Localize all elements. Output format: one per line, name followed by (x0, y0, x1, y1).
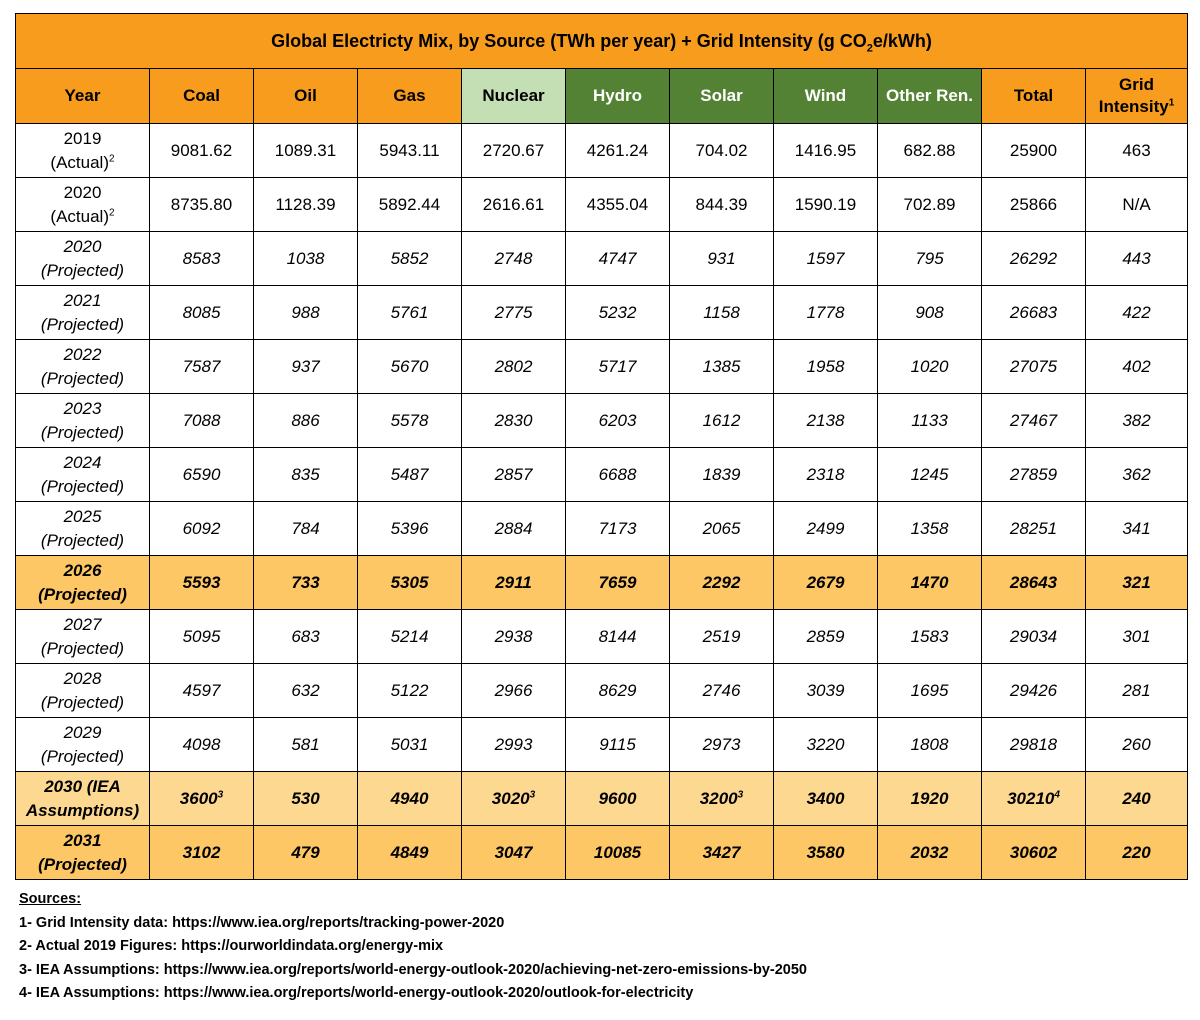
cell-total: 30602 (982, 826, 1086, 880)
year-label: 2026 (63, 560, 102, 580)
cell-hydro: 4747 (566, 232, 670, 286)
cell-gas: 5305 (358, 556, 462, 610)
cell-total: 25900 (982, 124, 1086, 178)
cell-coal: 5095 (150, 610, 254, 664)
header-grid-intensity: Grid Intensity$^1$ (1086, 69, 1188, 124)
cell-hydro: 6203 (566, 394, 670, 448)
cell-solar: 704.02 (670, 124, 774, 178)
cell-wind: 3039 (774, 664, 878, 718)
cell-nuclear: 2911 (462, 556, 566, 610)
cell-oil: 683 (254, 610, 358, 664)
cell-nuclear: 3047 (462, 826, 566, 880)
cell-nuclear: 2966 (462, 664, 566, 718)
year-label: 2022 (63, 344, 102, 364)
cell-oil: 1128.39 (254, 178, 358, 232)
cell-solar: 931 (670, 232, 774, 286)
cell-coal: 6092 (150, 502, 254, 556)
cell-oil: 530 (254, 772, 358, 826)
cell-wind: 2499 (774, 502, 878, 556)
cell-hydro: 6688 (566, 448, 670, 502)
header-hydro: Hydro (566, 69, 670, 124)
cell-hydro: 9115 (566, 718, 670, 772)
cell-wind: 3400 (774, 772, 878, 826)
cell-gas: 5122 (358, 664, 462, 718)
cell-coal: 7587 (150, 340, 254, 394)
cell-solar: 3200$^3$ (670, 772, 774, 826)
cell-gas: 5892.44 (358, 178, 462, 232)
cell-other-ren: 1245 (878, 448, 982, 502)
cell-gas: 5396 (358, 502, 462, 556)
year-label: 2028 (63, 668, 102, 688)
cell-oil: 835 (254, 448, 358, 502)
cell-grid-intensity: 281 (1086, 664, 1188, 718)
header-year: Year (16, 69, 150, 124)
sources-section (19, 888, 807, 1006)
cell-nuclear: 2802 (462, 340, 566, 394)
year-label: 2019 (63, 128, 102, 148)
table-row (16, 610, 1188, 664)
header-coal: Coal (150, 69, 254, 124)
cell-other-ren: 1133 (878, 394, 982, 448)
year-status: (Actual)$^2$ (50, 152, 115, 172)
cell-wind: 2859 (774, 610, 878, 664)
cell-total: 29426 (982, 664, 1086, 718)
cell-gas: 5487 (358, 448, 462, 502)
cell-hydro: 7173 (566, 502, 670, 556)
cell-oil: 1089.31 (254, 124, 358, 178)
cell-nuclear: 2616.61 (462, 178, 566, 232)
table-row (16, 448, 1188, 502)
year-label: 2023 (63, 398, 102, 418)
cell-solar: 844.39 (670, 178, 774, 232)
source-item-3: 3- IEA Assumptions: https://www.iea.org/reports/world-energy-outlook-2020/achieving-net-zero-emissions-by-2050 (19, 961, 807, 978)
cell-gas: 5852 (358, 232, 462, 286)
cell-coal: 5593 (150, 556, 254, 610)
cell-gas: 4940 (358, 772, 462, 826)
cell-oil: 1038 (254, 232, 358, 286)
year-cell (16, 340, 150, 394)
cell-oil: 886 (254, 394, 358, 448)
year-cell (16, 772, 150, 826)
cell-gas: 5031 (358, 718, 462, 772)
cell-solar: 1612 (670, 394, 774, 448)
year-label: 2025 (63, 506, 102, 526)
year-cell (16, 178, 150, 232)
cell-coal: 8583 (150, 232, 254, 286)
table-row (16, 286, 1188, 340)
sources-heading: Sources: (19, 891, 82, 907)
year-cell (16, 610, 150, 664)
table-row (16, 664, 1188, 718)
cell-total: 26292 (982, 232, 1086, 286)
cell-wind: 1958 (774, 340, 878, 394)
cell-solar: 2519 (670, 610, 774, 664)
cell-gas: 4849 (358, 826, 462, 880)
header-row (16, 69, 1188, 124)
header-oil: Oil (254, 69, 358, 124)
cell-wind: 1597 (774, 232, 878, 286)
table-row (16, 124, 1188, 178)
table-row (16, 502, 1188, 556)
year-status: (Projected) (40, 422, 125, 442)
table-row (16, 556, 1188, 610)
year-status: (Projected) (38, 584, 127, 604)
cell-oil: 479 (254, 826, 358, 880)
cell-oil: 988 (254, 286, 358, 340)
year-cell (16, 502, 150, 556)
cell-total: 29034 (982, 610, 1086, 664)
table-row (16, 232, 1188, 286)
year-status: (Projected) (40, 530, 125, 550)
cell-grid-intensity: 260 (1086, 718, 1188, 772)
year-label: 2030 (IEA (44, 776, 121, 796)
table-row (16, 826, 1188, 880)
cell-hydro: 5717 (566, 340, 670, 394)
cell-nuclear: 3020$^3$ (462, 772, 566, 826)
cell-grid-intensity: 341 (1086, 502, 1188, 556)
source-item-1: 1- Grid Intensity data: https://www.iea.org/reports/tracking-power-2020 (19, 914, 505, 931)
cell-total: 27075 (982, 340, 1086, 394)
cell-grid-intensity: 443 (1086, 232, 1188, 286)
year-cell (16, 826, 150, 880)
energy-mix-table (15, 13, 1188, 880)
year-cell (16, 286, 150, 340)
cell-grid-intensity: N/A (1086, 178, 1188, 232)
header-solar: Solar (670, 69, 774, 124)
cell-grid-intensity: 402 (1086, 340, 1188, 394)
cell-other-ren: 1358 (878, 502, 982, 556)
cell-nuclear: 2775 (462, 286, 566, 340)
cell-hydro: 4355.04 (566, 178, 670, 232)
cell-grid-intensity: 463 (1086, 124, 1188, 178)
cell-other-ren: 682.88 (878, 124, 982, 178)
cell-coal: 6590 (150, 448, 254, 502)
year-cell (16, 124, 150, 178)
cell-wind: 2318 (774, 448, 878, 502)
cell-hydro: 9600 (566, 772, 670, 826)
year-label: 2020 (63, 182, 102, 202)
year-cell (16, 664, 150, 718)
cell-gas: 5670 (358, 340, 462, 394)
table-row (16, 178, 1188, 232)
cell-grid-intensity: 422 (1086, 286, 1188, 340)
cell-solar: 2973 (670, 718, 774, 772)
cell-wind: 2679 (774, 556, 878, 610)
header-gas: Gas (358, 69, 462, 124)
cell-other-ren: 702.89 (878, 178, 982, 232)
cell-wind: 1416.95 (774, 124, 878, 178)
year-cell (16, 232, 150, 286)
source-item-4: 4- IEA Assumptions: https://www.iea.org/reports/world-energy-outlook-2020/outlook-for-electricity (19, 985, 694, 1001)
cell-solar: 1385 (670, 340, 774, 394)
year-status: Assumptions) (25, 800, 140, 820)
year-cell (16, 448, 150, 502)
table-row (16, 718, 1188, 772)
cell-oil: 937 (254, 340, 358, 394)
year-label: 2027 (63, 614, 102, 634)
header-nuclear: Nuclear (462, 69, 566, 124)
cell-oil: 784 (254, 502, 358, 556)
cell-total: 26683 (982, 286, 1086, 340)
cell-oil: 581 (254, 718, 358, 772)
year-label: 2020 (63, 236, 102, 256)
cell-oil: 632 (254, 664, 358, 718)
cell-total: 27859 (982, 448, 1086, 502)
year-status: (Projected) (40, 746, 125, 766)
cell-grid-intensity: 362 (1086, 448, 1188, 502)
cell-coal: 3102 (150, 826, 254, 880)
table-row (16, 772, 1188, 826)
cell-other-ren: 1920 (878, 772, 982, 826)
cell-coal: 4098 (150, 718, 254, 772)
year-status: (Projected) (40, 638, 125, 658)
cell-coal: 8085 (150, 286, 254, 340)
year-label: 2031 (63, 830, 102, 850)
cell-total: 28251 (982, 502, 1086, 556)
cell-nuclear: 2993 (462, 718, 566, 772)
cell-total: 30210$^4$ (982, 772, 1086, 826)
cell-gas: 5214 (358, 610, 462, 664)
cell-solar: 3427 (670, 826, 774, 880)
year-status: (Projected) (40, 692, 125, 712)
cell-coal: 7088 (150, 394, 254, 448)
energy-table-container (15, 13, 1187, 880)
cell-nuclear: 2720.67 (462, 124, 566, 178)
cell-other-ren: 795 (878, 232, 982, 286)
cell-other-ren: 1470 (878, 556, 982, 610)
cell-gas: 5761 (358, 286, 462, 340)
table-row (16, 340, 1188, 394)
cell-nuclear: 2938 (462, 610, 566, 664)
cell-solar: 2065 (670, 502, 774, 556)
cell-gas: 5578 (358, 394, 462, 448)
cell-solar: 1839 (670, 448, 774, 502)
cell-wind: 2138 (774, 394, 878, 448)
cell-other-ren: 2032 (878, 826, 982, 880)
cell-solar: 2292 (670, 556, 774, 610)
cell-other-ren: 1695 (878, 664, 982, 718)
cell-total: 28643 (982, 556, 1086, 610)
cell-total: 25866 (982, 178, 1086, 232)
year-label: 2021 (63, 290, 102, 310)
year-status: (Actual)$^2$ (50, 206, 115, 226)
table-row (16, 394, 1188, 448)
year-status: (Projected) (40, 314, 125, 334)
cell-wind: 1590.19 (774, 178, 878, 232)
source-item-2: 2- Actual 2019 Figures: https://ourworldindata.org/energy-mix (19, 938, 444, 954)
cell-nuclear: 2830 (462, 394, 566, 448)
cell-coal: 9081.62 (150, 124, 254, 178)
year-label: 2029 (63, 722, 102, 742)
year-status: (Projected) (40, 368, 125, 388)
cell-oil: 733 (254, 556, 358, 610)
year-status: (Projected) (40, 476, 125, 496)
cell-wind: 3580 (774, 826, 878, 880)
cell-gas: 5943.11 (358, 124, 462, 178)
year-cell (16, 394, 150, 448)
year-cell (16, 718, 150, 772)
cell-coal: 3600$^3$ (150, 772, 254, 826)
cell-hydro: 10085 (566, 826, 670, 880)
cell-solar: 1158 (670, 286, 774, 340)
cell-total: 29818 (982, 718, 1086, 772)
cell-other-ren: 1583 (878, 610, 982, 664)
cell-hydro: 8629 (566, 664, 670, 718)
cell-grid-intensity: 382 (1086, 394, 1188, 448)
cell-hydro: 4261.24 (566, 124, 670, 178)
year-cell (16, 556, 150, 610)
year-label: 2024 (63, 452, 102, 472)
cell-solar: 2746 (670, 664, 774, 718)
header-wind: Wind (774, 69, 878, 124)
year-status: (Projected) (38, 854, 127, 874)
cell-grid-intensity: 321 (1086, 556, 1188, 610)
cell-other-ren: 908 (878, 286, 982, 340)
cell-nuclear: 2748 (462, 232, 566, 286)
header-total: Total (982, 69, 1086, 124)
cell-coal: 8735.80 (150, 178, 254, 232)
cell-wind: 3220 (774, 718, 878, 772)
cell-hydro: 7659 (566, 556, 670, 610)
cell-other-ren: 1808 (878, 718, 982, 772)
cell-nuclear: 2857 (462, 448, 566, 502)
cell-wind: 1778 (774, 286, 878, 340)
cell-grid-intensity: 301 (1086, 610, 1188, 664)
cell-hydro: 8144 (566, 610, 670, 664)
year-status: (Projected) (40, 260, 125, 280)
cell-hydro: 5232 (566, 286, 670, 340)
header-other-ren: Other Ren. (878, 69, 982, 124)
cell-coal: 4597 (150, 664, 254, 718)
table-title: Global Electricty Mix, by Source (TWh per year) + Grid Intensity (g $CO_2e/kWh$) (16, 14, 1188, 69)
cell-total: 27467 (982, 394, 1086, 448)
cell-grid-intensity: 240 (1086, 772, 1188, 826)
cell-grid-intensity: 220 (1086, 826, 1188, 880)
cell-nuclear: 2884 (462, 502, 566, 556)
cell-other-ren: 1020 (878, 340, 982, 394)
